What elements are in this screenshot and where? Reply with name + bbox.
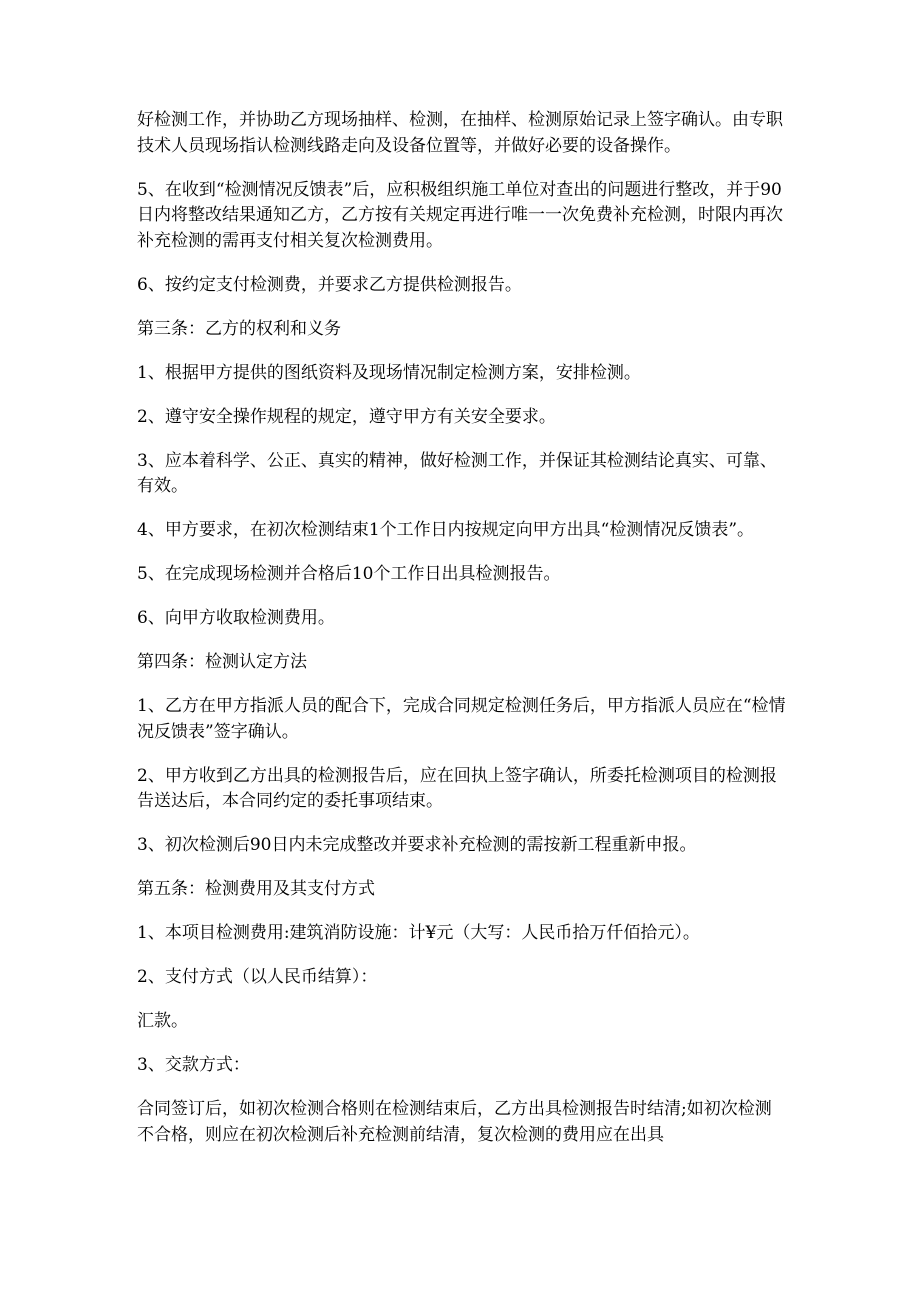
paragraph-party-a-item-5: 5、在收到“检测情况反馈表”后，应积极组织施工单位对查出的问题进行整改，并于90日内将整改结果通知乙方，乙方按有关规定再进行唯一一次免费补充检测，时限内再次补充检测的需再支付相关复次检测费用。 (137, 179, 783, 251)
paragraph-party-b-item-3: 3、应本着科学、公正、真实的精神，做好检测工作，并保证其检测结论真实、可靠、有效。 (137, 450, 777, 496)
paragraph-party-b-item-2: 2、遵守安全操作规程的规定，遵守甲方有关安全要求。 (137, 406, 556, 427)
section-heading-article-5: 第五条：检测费用及其支付方式 (137, 879, 375, 899)
paragraph-continuation-duties: 好检测工作，并协助乙方现场抽样、检测，在抽样、检测原始记录上签字确认。由专职技术人员现场指认检测线路走向及设备位置等，并做好必要的设备操作。 (137, 110, 783, 156)
paragraph-fee-item-2: 2、支付方式（以人民币结算）： (137, 967, 378, 987)
paragraph-party-b-item-4: 4、甲方要求，在初次检测结束1个工作日内按规定向甲方出具“检测情况反馈表”。 (137, 520, 755, 540)
paragraph-fee-item-1: 1、本项目检测费用:建筑消防设施：计¥元（大写：人民币拾万仟佰拾元）。 (137, 923, 700, 943)
paragraph-method-item-3: 3、初次检测后90日内未完成整改并要求补充检测的需按新工程重新申报。 (137, 835, 697, 855)
paragraph-method-item-1: 1、乙方在甲方指派人员的配合下，完成合同规定检测任务后，甲方指派人员应在“检情况反馈表”签字确认。 (137, 696, 786, 742)
paragraph-method-item-2: 2、甲方收到乙方出具的检测报告后，应在回执上签字确认，所委托检测项目的检测报告送达后，本合同约定的委托事项结束。 (137, 765, 777, 811)
paragraph-payment-terms: 合同签订后，如初次检测合格则在检测结束后，乙方出具检测报告时结清;如初次检测不合格，则应在初次检测后补充检测前结清，复次检测的费用应在出具 (137, 1099, 772, 1145)
paragraph-fee-item-3: 3、交款方式： (137, 1055, 250, 1075)
document-page (137, 108, 787, 1167)
paragraph-party-b-item-6: 6、向甲方收取检测费用。 (137, 608, 335, 628)
paragraph-party-a-item-6: 6、按约定支付检测费，并要求乙方提供检测报告。 (137, 274, 522, 295)
paragraph-party-b-item-5: 5、在完成现场检测并合格后10个工作日出具检测报告。 (137, 564, 561, 584)
paragraph-remittance: 汇款。 (137, 1011, 188, 1031)
paragraph-party-b-item-1: 1、根据甲方提供的图纸资料及现场情况制定检测方案，安排检测。 (137, 362, 641, 383)
section-heading-article-4: 第四条：检测认定方法 (137, 652, 307, 672)
section-heading-article-3: 第三条：乙方的权利和义务 (137, 318, 341, 339)
